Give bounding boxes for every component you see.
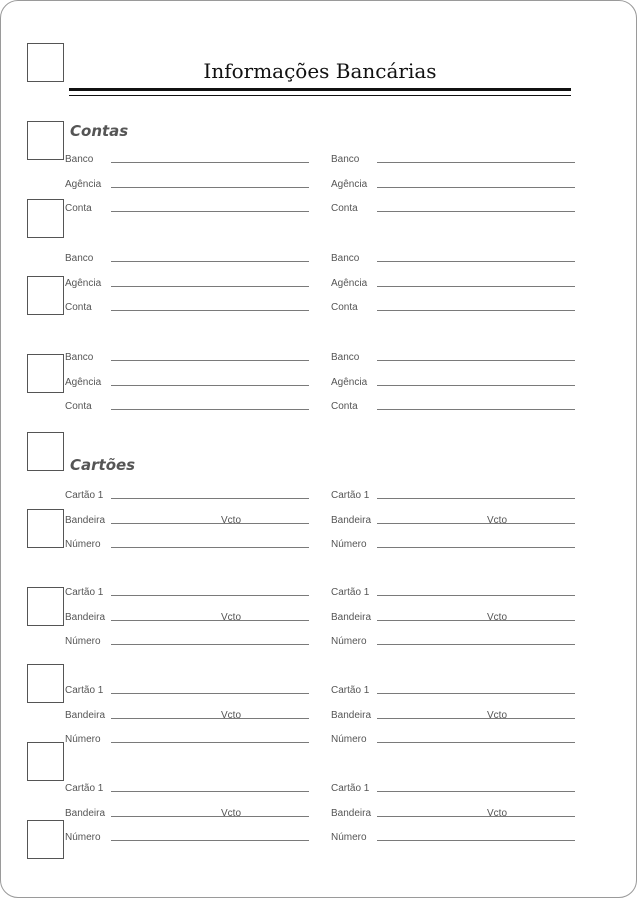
- banco-entry-line[interactable]: [377, 162, 575, 163]
- agencia-entry-line[interactable]: [111, 385, 309, 386]
- vcto-label: Vcto: [487, 611, 508, 623]
- cartao-label: Cartão 1: [331, 587, 370, 598]
- numero-label: Número: [65, 636, 101, 647]
- conta-entry-line[interactable]: [111, 310, 309, 311]
- bandeira-label: Bandeira: [65, 807, 106, 819]
- banco-label: Banco: [65, 253, 94, 264]
- cartao-entry-line[interactable]: [111, 693, 309, 694]
- conta-entry-line[interactable]: [377, 310, 575, 311]
- numero-entry-line[interactable]: [377, 547, 575, 548]
- numero-label: Número: [331, 636, 367, 647]
- bandeira-entry-line[interactable]: [111, 816, 309, 817]
- cartao-entry-line[interactable]: [111, 498, 309, 499]
- numero-entry-line[interactable]: [111, 742, 309, 743]
- numero-label: Número: [65, 832, 101, 843]
- conta-entry-line[interactable]: [111, 409, 309, 410]
- side-tab-box[interactable]: [27, 121, 64, 160]
- cartao-entry-line[interactable]: [377, 693, 575, 694]
- cartao-label: Cartão 1: [331, 783, 370, 794]
- conta-label: Conta: [331, 302, 358, 313]
- bandeira-entry-line[interactable]: [377, 523, 575, 524]
- bandeira-label: Bandeira: [331, 807, 372, 819]
- numero-label: Número: [331, 734, 367, 745]
- agencia-label: Agência: [65, 178, 102, 190]
- bandeira-entry-line[interactable]: [377, 620, 575, 621]
- numero-entry-line[interactable]: [111, 840, 309, 841]
- vcto-label: Vcto: [487, 807, 508, 819]
- conta-label: Conta: [65, 401, 92, 412]
- numero-entry-line[interactable]: [111, 644, 309, 645]
- agencia-label: Agência: [331, 178, 368, 190]
- banco-label: Banco: [65, 154, 94, 165]
- conta-label: Conta: [331, 203, 358, 214]
- side-tab-box[interactable]: [27, 742, 64, 781]
- banco-entry-line[interactable]: [111, 261, 309, 262]
- bandeira-entry-line[interactable]: [111, 620, 309, 621]
- conta-entry-line[interactable]: [377, 211, 575, 212]
- conta-entry-line[interactable]: [111, 211, 309, 212]
- side-tab-box[interactable]: [27, 199, 64, 238]
- banco-entry-line[interactable]: [111, 360, 309, 361]
- vcto-label: Vcto: [221, 514, 242, 526]
- cartao-label: Cartão 1: [331, 490, 370, 501]
- cartao-entry-line[interactable]: [377, 595, 575, 596]
- bandeira-label: Bandeira: [65, 709, 106, 721]
- side-tab-box[interactable]: [27, 820, 64, 859]
- agencia-label: Agência: [331, 376, 368, 388]
- bandeira-label: Bandeira: [331, 514, 372, 526]
- bandeira-label: Bandeira: [331, 709, 372, 721]
- vcto-label: Vcto: [221, 611, 242, 623]
- bandeira-entry-line[interactable]: [377, 816, 575, 817]
- conta-entry-line[interactable]: [377, 409, 575, 410]
- conta-label: Conta: [331, 401, 358, 412]
- agencia-entry-line[interactable]: [377, 187, 575, 188]
- vcto-label: Vcto: [221, 709, 242, 721]
- numero-label: Número: [65, 734, 101, 745]
- numero-label: Número: [331, 539, 367, 550]
- section-title-cartoes: Cartões: [70, 456, 136, 474]
- banco-label: Banco: [331, 253, 360, 264]
- bandeira-label: Bandeira: [65, 611, 106, 623]
- bandeira-entry-line[interactable]: [377, 718, 575, 719]
- section-title-contas: Contas: [70, 122, 129, 140]
- numero-label: Número: [331, 832, 367, 843]
- agencia-entry-line[interactable]: [377, 286, 575, 287]
- bandeira-label: Bandeira: [331, 611, 372, 623]
- banco-label: Banco: [331, 352, 360, 363]
- side-tab-box[interactable]: [27, 432, 64, 471]
- banco-entry-line[interactable]: [377, 360, 575, 361]
- agencia-label: Agência: [65, 277, 102, 289]
- agencia-label: Agência: [65, 376, 102, 388]
- cartao-entry-line[interactable]: [111, 595, 309, 596]
- conta-label: Conta: [65, 302, 92, 313]
- side-tab-box[interactable]: [27, 509, 64, 548]
- side-tab-box[interactable]: [27, 664, 64, 703]
- numero-entry-line[interactable]: [111, 547, 309, 548]
- side-tab-box[interactable]: [27, 43, 64, 82]
- bandeira-entry-line[interactable]: [111, 523, 309, 524]
- vcto-label: Vcto: [487, 514, 508, 526]
- cartao-label: Cartão 1: [65, 490, 104, 501]
- vcto-label: Vcto: [487, 709, 508, 721]
- numero-entry-line[interactable]: [377, 840, 575, 841]
- agencia-entry-line[interactable]: [111, 286, 309, 287]
- banco-label: Banco: [331, 154, 360, 165]
- title-rule-thin: [69, 95, 571, 96]
- cartao-entry-line[interactable]: [377, 498, 575, 499]
- conta-label: Conta: [65, 203, 92, 214]
- numero-entry-line[interactable]: [377, 644, 575, 645]
- banco-entry-line[interactable]: [377, 261, 575, 262]
- side-tab-box[interactable]: [27, 276, 64, 315]
- bandeira-entry-line[interactable]: [111, 718, 309, 719]
- numero-entry-line[interactable]: [377, 742, 575, 743]
- side-tab-box[interactable]: [27, 587, 64, 626]
- bandeira-label: Bandeira: [65, 514, 106, 526]
- banco-label: Banco: [65, 352, 94, 363]
- cartao-entry-line[interactable]: [111, 791, 309, 792]
- numero-label: Número: [65, 539, 101, 550]
- cartao-label: Cartão 1: [65, 685, 104, 696]
- side-tab-box[interactable]: [27, 354, 64, 393]
- vcto-label: Vcto: [221, 807, 242, 819]
- agencia-entry-line[interactable]: [377, 385, 575, 386]
- page-title: Informações Bancárias: [203, 59, 437, 83]
- agencia-entry-line[interactable]: [111, 187, 309, 188]
- cartao-label: Cartão 1: [331, 685, 370, 696]
- banco-entry-line[interactable]: [111, 162, 309, 163]
- cartao-label: Cartão 1: [65, 783, 104, 794]
- cartao-label: Cartão 1: [65, 587, 104, 598]
- title-rule-thick: [69, 88, 571, 91]
- cartao-entry-line[interactable]: [377, 791, 575, 792]
- agencia-label: Agência: [331, 277, 368, 289]
